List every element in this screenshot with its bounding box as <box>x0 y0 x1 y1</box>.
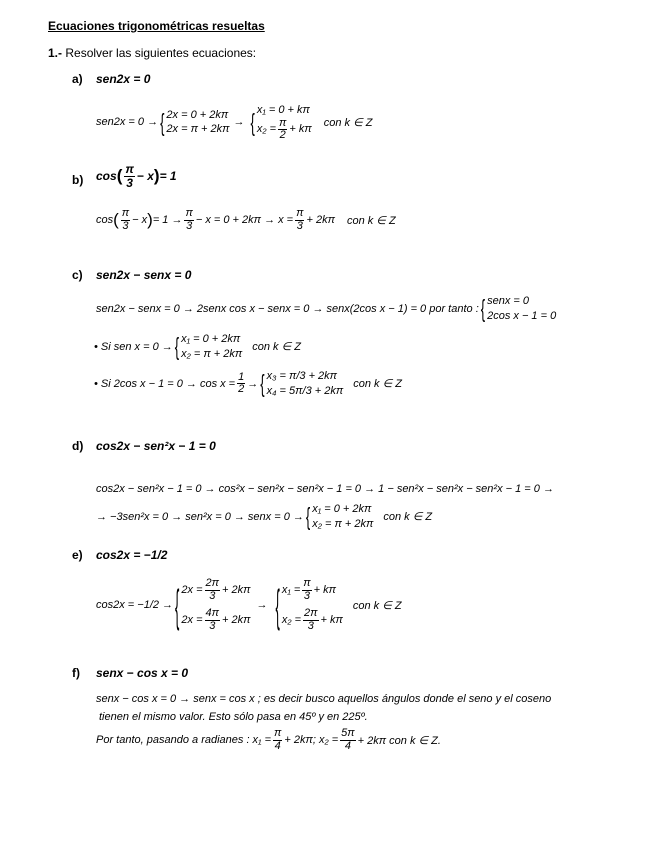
numerator: 1 <box>238 370 245 383</box>
c-b1-tail: con k ∈ Z <box>252 341 301 354</box>
denominator: 3 <box>307 619 314 632</box>
c-b1-system <box>181 332 242 362</box>
e-s2a: 2x = <box>181 613 203 626</box>
e-sys2-line2 <box>282 608 343 632</box>
numerator: π <box>185 207 193 219</box>
numerator: π <box>125 162 134 176</box>
numerator: π <box>274 727 282 739</box>
b-line-a: = 1 → <box>152 214 183 227</box>
brace-icon: { <box>260 369 265 399</box>
paren-open: ( <box>113 210 119 230</box>
numerator: 5π <box>341 727 355 739</box>
e-t1a: x₁ = <box>281 583 301 596</box>
c-b1-sys1: x₁ = 0 + 2kπ <box>181 333 241 345</box>
denominator: 3 <box>209 589 216 602</box>
b-eq: = 1 <box>159 169 177 184</box>
e-system2 <box>282 578 343 632</box>
e-s1b: + 2kπ <box>222 583 251 596</box>
a-sys1-line2: 2x = π + 2kπ <box>166 123 230 136</box>
b-line-c: + 2kπ <box>306 214 335 227</box>
header-d: cos2x − sen²x − 1 = 0 <box>96 439 216 453</box>
c-line1-text: sen2x − senx = 0 → 2senx cos x − senx = 0 → senx(2cos x − 1) = 0 por tanto : <box>96 302 479 315</box>
a-x2-tail: + kπ <box>289 123 312 136</box>
fraction <box>237 372 245 396</box>
e-t2a: x₂ = <box>281 613 301 626</box>
brace-icon: { <box>160 108 165 137</box>
denominator: 3 <box>122 219 129 232</box>
e-sys1-line2 <box>181 608 250 632</box>
header-c: sen2x − senx = 0 <box>96 268 192 282</box>
e-arrow: → <box>256 599 268 612</box>
d-line2-text: → −3sen²x = 0 → sen²x = 0 → senx = 0 → <box>96 510 304 523</box>
numerator: π <box>121 207 130 219</box>
c-b2-text: • Si 2cos x − 1 = 0 → cos x = <box>94 377 236 390</box>
f-line1: senx − cos x = 0 → senx = cos x ; es decir busco aquellos ángulos donde el seno y el coseno <box>96 693 552 705</box>
fraction <box>303 608 319 632</box>
e-sys1-line1 <box>181 578 250 602</box>
a-sys2-line2 <box>257 118 312 142</box>
intro-number: 1.- <box>48 46 63 60</box>
a-lhs: sen2x = 0 → <box>96 116 159 129</box>
numerator: 4π <box>205 607 219 620</box>
d-line2 <box>96 502 432 532</box>
denominator: 3 <box>303 589 311 602</box>
c-b1-sys2: x₂ = π + 2kπ <box>181 347 243 360</box>
f-line3a: Por tanto, pasando a radianes : x₁ = <box>96 734 272 747</box>
denominator: 2 <box>279 129 286 142</box>
label-a: a) <box>72 72 83 86</box>
brace-icon: { <box>480 294 486 324</box>
c-b2-system <box>267 369 344 399</box>
d-line1: cos2x − sen²x − 1 = 0 → cos²x − sen²x − sen²x − 1 = 0 → 1 − sen²x − sen²x − sen²x − 1 = 0 → <box>96 483 554 495</box>
intro <box>48 46 256 60</box>
brace-icon: { <box>305 502 311 532</box>
e-s2b: + 2kπ <box>222 613 251 626</box>
e-t1b: + kπ <box>313 583 336 596</box>
c-line1-system <box>487 294 556 324</box>
f-line3 <box>96 728 441 752</box>
denominator: 3 <box>186 219 193 232</box>
d-sys1: x₁ = 0 + 2kπ <box>312 503 372 515</box>
a-system2 <box>257 103 312 142</box>
solution-a <box>96 103 372 142</box>
numerator: π <box>303 577 311 589</box>
d-tail: con k ∈ Z <box>383 511 433 524</box>
denominator: 4 <box>274 739 281 752</box>
header-b <box>96 163 177 189</box>
a-arrow: → <box>233 116 245 129</box>
paren-close: ) <box>153 166 160 186</box>
numerator: 2π <box>205 577 219 589</box>
e-t2b: + kπ <box>320 613 343 626</box>
b-tail: con k ∈ Z <box>346 214 396 227</box>
a-x2-label: x₂ = <box>256 123 276 136</box>
b-cos: cos <box>96 169 117 184</box>
f-line2: tienen el mismo valor. Esto sólo pasa en 45º y en 225º. <box>99 711 368 723</box>
e-s1a: 2x = <box>181 583 203 596</box>
a-sys2-line1: x₁ = 0 + kπ <box>256 104 310 116</box>
c-bullet1 <box>94 332 301 362</box>
c-line1-sys1: senx = 0 <box>487 295 529 307</box>
label-f: f) <box>72 666 80 680</box>
denominator: 3 <box>209 619 216 632</box>
solution-e <box>96 578 402 632</box>
b-line-cos: cos <box>96 214 114 227</box>
fraction <box>340 728 356 752</box>
e-sys2-line1 <box>282 578 343 602</box>
fraction <box>121 208 130 232</box>
brace-icon: { <box>250 108 255 137</box>
brace-icon: { <box>275 579 280 631</box>
e-system1 <box>181 578 250 632</box>
numerator: π <box>279 116 287 129</box>
denominator: 3 <box>296 219 303 232</box>
fraction <box>184 208 193 232</box>
denominator: 2 <box>238 383 245 396</box>
c-b1-text: • Si sen x = 0 → <box>94 340 173 353</box>
d-system <box>312 502 373 532</box>
header-f: senx − cos x = 0 <box>96 666 189 680</box>
e-tail: con k ∈ Z <box>352 599 402 612</box>
label-d: d) <box>72 439 84 453</box>
c-line1 <box>96 294 556 324</box>
fraction <box>124 163 135 189</box>
header-e: cos2x = −1/2 <box>96 548 168 562</box>
a-system1 <box>166 108 229 138</box>
fraction <box>295 208 304 232</box>
c-line1-sys2: 2cos x − 1 = 0 <box>487 309 557 322</box>
c-b2-arrow: → <box>247 377 259 390</box>
c-b2-sys2: x₄ = 5π/3 + 2kπ <box>266 384 344 397</box>
paren-open: ( <box>116 166 123 186</box>
label-e: e) <box>72 548 83 562</box>
a-tail: con k ∈ Z <box>323 116 373 129</box>
b-minus-x: − x <box>136 169 154 184</box>
fraction <box>205 578 221 602</box>
page-title: Ecuaciones trigonométricas resueltas <box>48 19 265 33</box>
numerator: 2π <box>304 607 318 620</box>
b-line-mid: − x <box>132 214 148 227</box>
c-bullet2 <box>94 369 402 399</box>
intro-text: Resolver las siguientes ecuaciones: <box>65 46 257 60</box>
e-lhs: cos2x = −1/2 → <box>96 599 174 612</box>
fraction <box>278 118 287 142</box>
fraction <box>205 608 221 632</box>
a-sys1-line1: 2x = 0 + 2kπ <box>166 108 229 121</box>
denominator: 4 <box>344 739 351 752</box>
fraction <box>273 728 282 752</box>
d-sys2: x₂ = π + 2kπ <box>312 517 374 530</box>
denominator: 3 <box>126 175 133 190</box>
b-line-b: − x = 0 + 2kπ → x = <box>195 214 294 227</box>
c-b2-sys1: x₃ = π/3 + 2kπ <box>266 370 338 382</box>
label-c: c) <box>72 268 83 282</box>
numerator: π <box>296 207 304 219</box>
fraction <box>302 578 311 602</box>
solution-b <box>96 208 396 232</box>
brace-icon: { <box>175 579 180 631</box>
f-line3b: + 2kπ; x₂ = <box>284 734 339 747</box>
label-b: b) <box>72 173 84 187</box>
header-a: sen2x = 0 <box>96 72 151 86</box>
c-b2-tail: con k ∈ Z <box>353 378 402 391</box>
brace-icon: { <box>174 332 180 362</box>
paren-close: ) <box>147 210 153 230</box>
f-line3c: + 2kπ con k ∈ Z. <box>357 734 441 747</box>
